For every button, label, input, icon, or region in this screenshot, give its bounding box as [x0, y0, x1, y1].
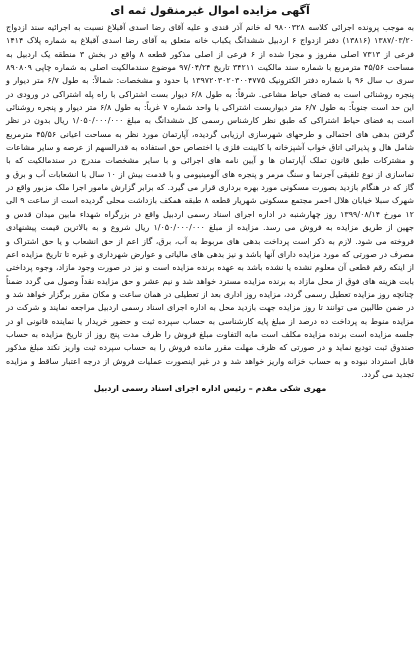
notice-body: به موجب پرونده اجرائی کلاسه ۹۸۰۰۳۲۸ له خانم آذر قندی و علیه آقای رضا اسدی آقبلاغ نسبت به اجرائیه سند ازدواج ۱۳۸۷/۰۳/۲۰ (۱۳۸۱۶) دفتر ازدواج ۶ اردبیل ششدانگ یکباب خانه متعلق به آقای رضا اسدی آقبلاغ به شماره پلاک ۱۴۱۴ فرعی از ۷۳۱۳ اصلی مفروز و مجزا شده از ۶ فرعی از اصلی مذکور قطعه ۸ واقع در بخش ۳ منطقه یک اردبیل به مساحت ۴۵/۵۶ مترمربع با شماره سند مالکیت ۳۴۲۱۱ تاریخ ۹۷/۰۴/۲۴ موضوع سندمالکیت اصلی به شماره چاپی ۸۹۰۸۰۹ سری ب سال ۹۶ با شماره دفتر الکترونیک ۱۳۹۷۲۰۳۰۲۰۳۰۰۴۷۷۵ با حدود و مشخصات: شمالاً: به طول ۶/۷ متر دیوار و پنجره روشنائی است به فضای حیاط مشاعی. شرقاً: به طول ۶/۸ دیوار بست اشتراکی با راه پله اشتراکی در ورودی در این حد است جنوباً: به طول ۶/۷ متر دیواربست اشتراکی با واحد شماره ۷ غرباً: به طول ۶/۸ متر دیوار و پنجره روشنائی است به فضای حیاط اشتراکی که طبق نظر کارشناس رسمی کل ششدانگ به مبلغ ۱/۰۵۰/۰۰۰/۰۰۰ ریال بدون در نظر گرفتن بدهی های احتمالی و طرحهای شهرسازی ارزیابی گردیده، آپارتمان مورد نظر به مساحت اعیانی ۴۵/۵۶ مترمربع شامل هال و پذیرائی اتاق خواب آشپزخانه با کابینت فلزی با اختصاص حق استفاده به قدرالسهم از عرصه و سایر مشاعات و مشترکات طبق قانون تملک آپارتمان ها و آیین نامه های اجرائی و با سایر مشخصات مندرج در سندمالکیت که با نماسازی از نوع تلفیقی آجرنما و سنگ مرمر و پنجره های آلومینیومی و با قدمت بیش از ۱۰ سال با انشعابات آب و برق و گاز که در هنگام بازدید بصورت مسکونی مورد بهره برداری قرار می گیرد. که برابر گزارش مامور اجرا ملک مزبور واقع در شهرک سبلا خیابان هلال احمر مجتمع مسکونی شهریار قطعه ۸ طبقه همکف بازداشت محلی گردیده است از ساعت ۹ الی ۱۲ مورخ ۱۳۹۹/۰۸/۱۴ روز چهارشنبه در اداره اجرای اسناد رسمی اردبیل واقع در بزرگراه شهداء مابین میدان قدس و جهین از طریق مزایده به فروش می رسد. مزایده از مبلغ ۱/۰۵۰/۰۰۰/۰۰۰ ریال شروع و به بالاترین قیمت پیشنهادی فروخته می شود. لازم به ذکر است پرداخت بدهی های مربوط به آب، برق، گاز اعم از حق انشعاب و یا حق اشتراک و مصرف در صورتی که مورد مزایده دارای آنها باشد و نیز بدهی های مالیاتی و عوارض شهرداری و غیره تا تاریخ مزایده اعم از اینکه رقم قطعی آن معلوم نشده یا نشده باشد به عهده برنده مزایده است و نیز در صورت وجود مازاد، وجوه پرداختی بابت هزینه های فوق از محل مازاد به برنده مزایده مسترد خواهد شد و نیم عشر و حق مزایده نقداً وصول می گردد ضمناً چنانچه روز مزایده تعطیل رسمی گردد، مزایده روز اداری بعد از تعطیلی در همان ساعت و مکان مقرر برگزار خواهد شد و در ضمن طالبین می توانند تا روز مزایده جهت بازدید محل به اداره اجرای اسناد رسمی اردبیل مراجعه نمایند و شرکت در مزایده منوط به پرداخت ده درصد از مبلغ پایه کارشناسی به حساب سپرده ثبت و حضور خریدار یا نماینده قانونی او در جلسه مزایده است برنده مزایده مکلف است مابه التفاوت مبلغ فروش را ظرف مدت پنج روز از تاریخ مزایده به حساب صندوق ثبت تودیع نماید و در صورتی که ظرف مهلت مقرر مانده فروش را به حساب سپرده ثبت واریز نکند مبلغ مذکور قابل استرداد نبوده و به حساب خزانه واریز خواهد شد و در غیر اینصورت عملیات فروش از درجه اعتبار ساقط و مزایده تجدید می گردد.: [6, 23, 415, 379]
notice-title: آگهی مزایده اموال غیرمنقول ثمه ای: [110, 4, 310, 17]
notice-signature: مهری شکی مقدم – رئیس اداره اجرای اسناد رسمی اردبیل: [93, 383, 327, 394]
